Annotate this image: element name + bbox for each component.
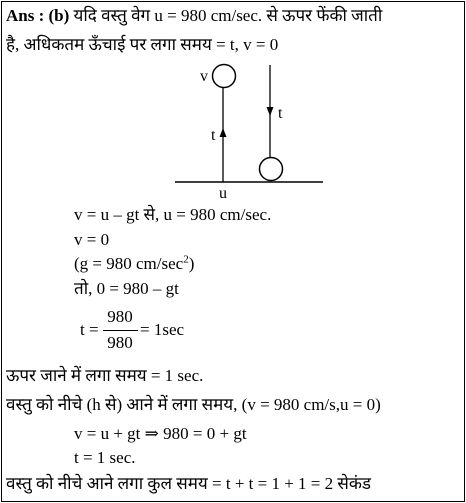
eq-1: v = u – gt से, u = 980 cm/sec.: [74, 205, 272, 224]
total-time-line: वस्तु को नीचे आने लगा कुल समय = t + t = 1 + 1 = 2 सेकंड: [6, 474, 372, 493]
top-ball: [213, 65, 236, 88]
label-t-up: t: [211, 127, 216, 144]
eq-3-superscript: 2: [183, 253, 189, 266]
fraction-lhs: t =: [80, 320, 99, 339]
label-u: u: [219, 185, 227, 202]
eq-3: [74, 254, 194, 274]
label-t-down: t: [278, 105, 283, 122]
answer-line-1-text: यदि वस्तु वेग u = 980 cm/sec. से ऊपर फेंकी जाती: [69, 6, 383, 25]
down-intro-line: वस्तु को नीचे (h से) आने में लगा समय, (v = 980 cm/s,u = 0): [6, 395, 381, 414]
up-time-line: ऊपर जाने में लगा समय = 1 sec.: [6, 366, 204, 385]
eq-6: t = 1 sec.: [74, 448, 136, 467]
fraction-rhs: = 1sec: [140, 320, 185, 339]
answer-line-2: है, अधिकतम ऊँचाई पर लगा समय = t, v = 0: [6, 35, 279, 54]
answer-label: Ans : (b): [6, 6, 70, 25]
bottom-ball: [260, 158, 283, 181]
fraction-bar: [103, 330, 138, 331]
eq-2: v = 0: [74, 230, 110, 249]
fraction-denominator: 980: [107, 333, 133, 352]
eq-3-close: ): [188, 254, 195, 273]
up-arrow-icon: [220, 128, 227, 137]
fraction-numerator: 980: [107, 307, 133, 326]
label-v: v: [200, 68, 208, 85]
eq-4: तो, 0 = 980 – gt: [74, 279, 179, 298]
eq-5: v = u + gt ⇒ 980 = 0 + gt: [74, 424, 247, 443]
down-arrow-icon: [267, 107, 274, 116]
motion-diagram: [0, 0, 466, 205]
eq-3-main: (g = 980 cm/sec: [74, 254, 184, 273]
